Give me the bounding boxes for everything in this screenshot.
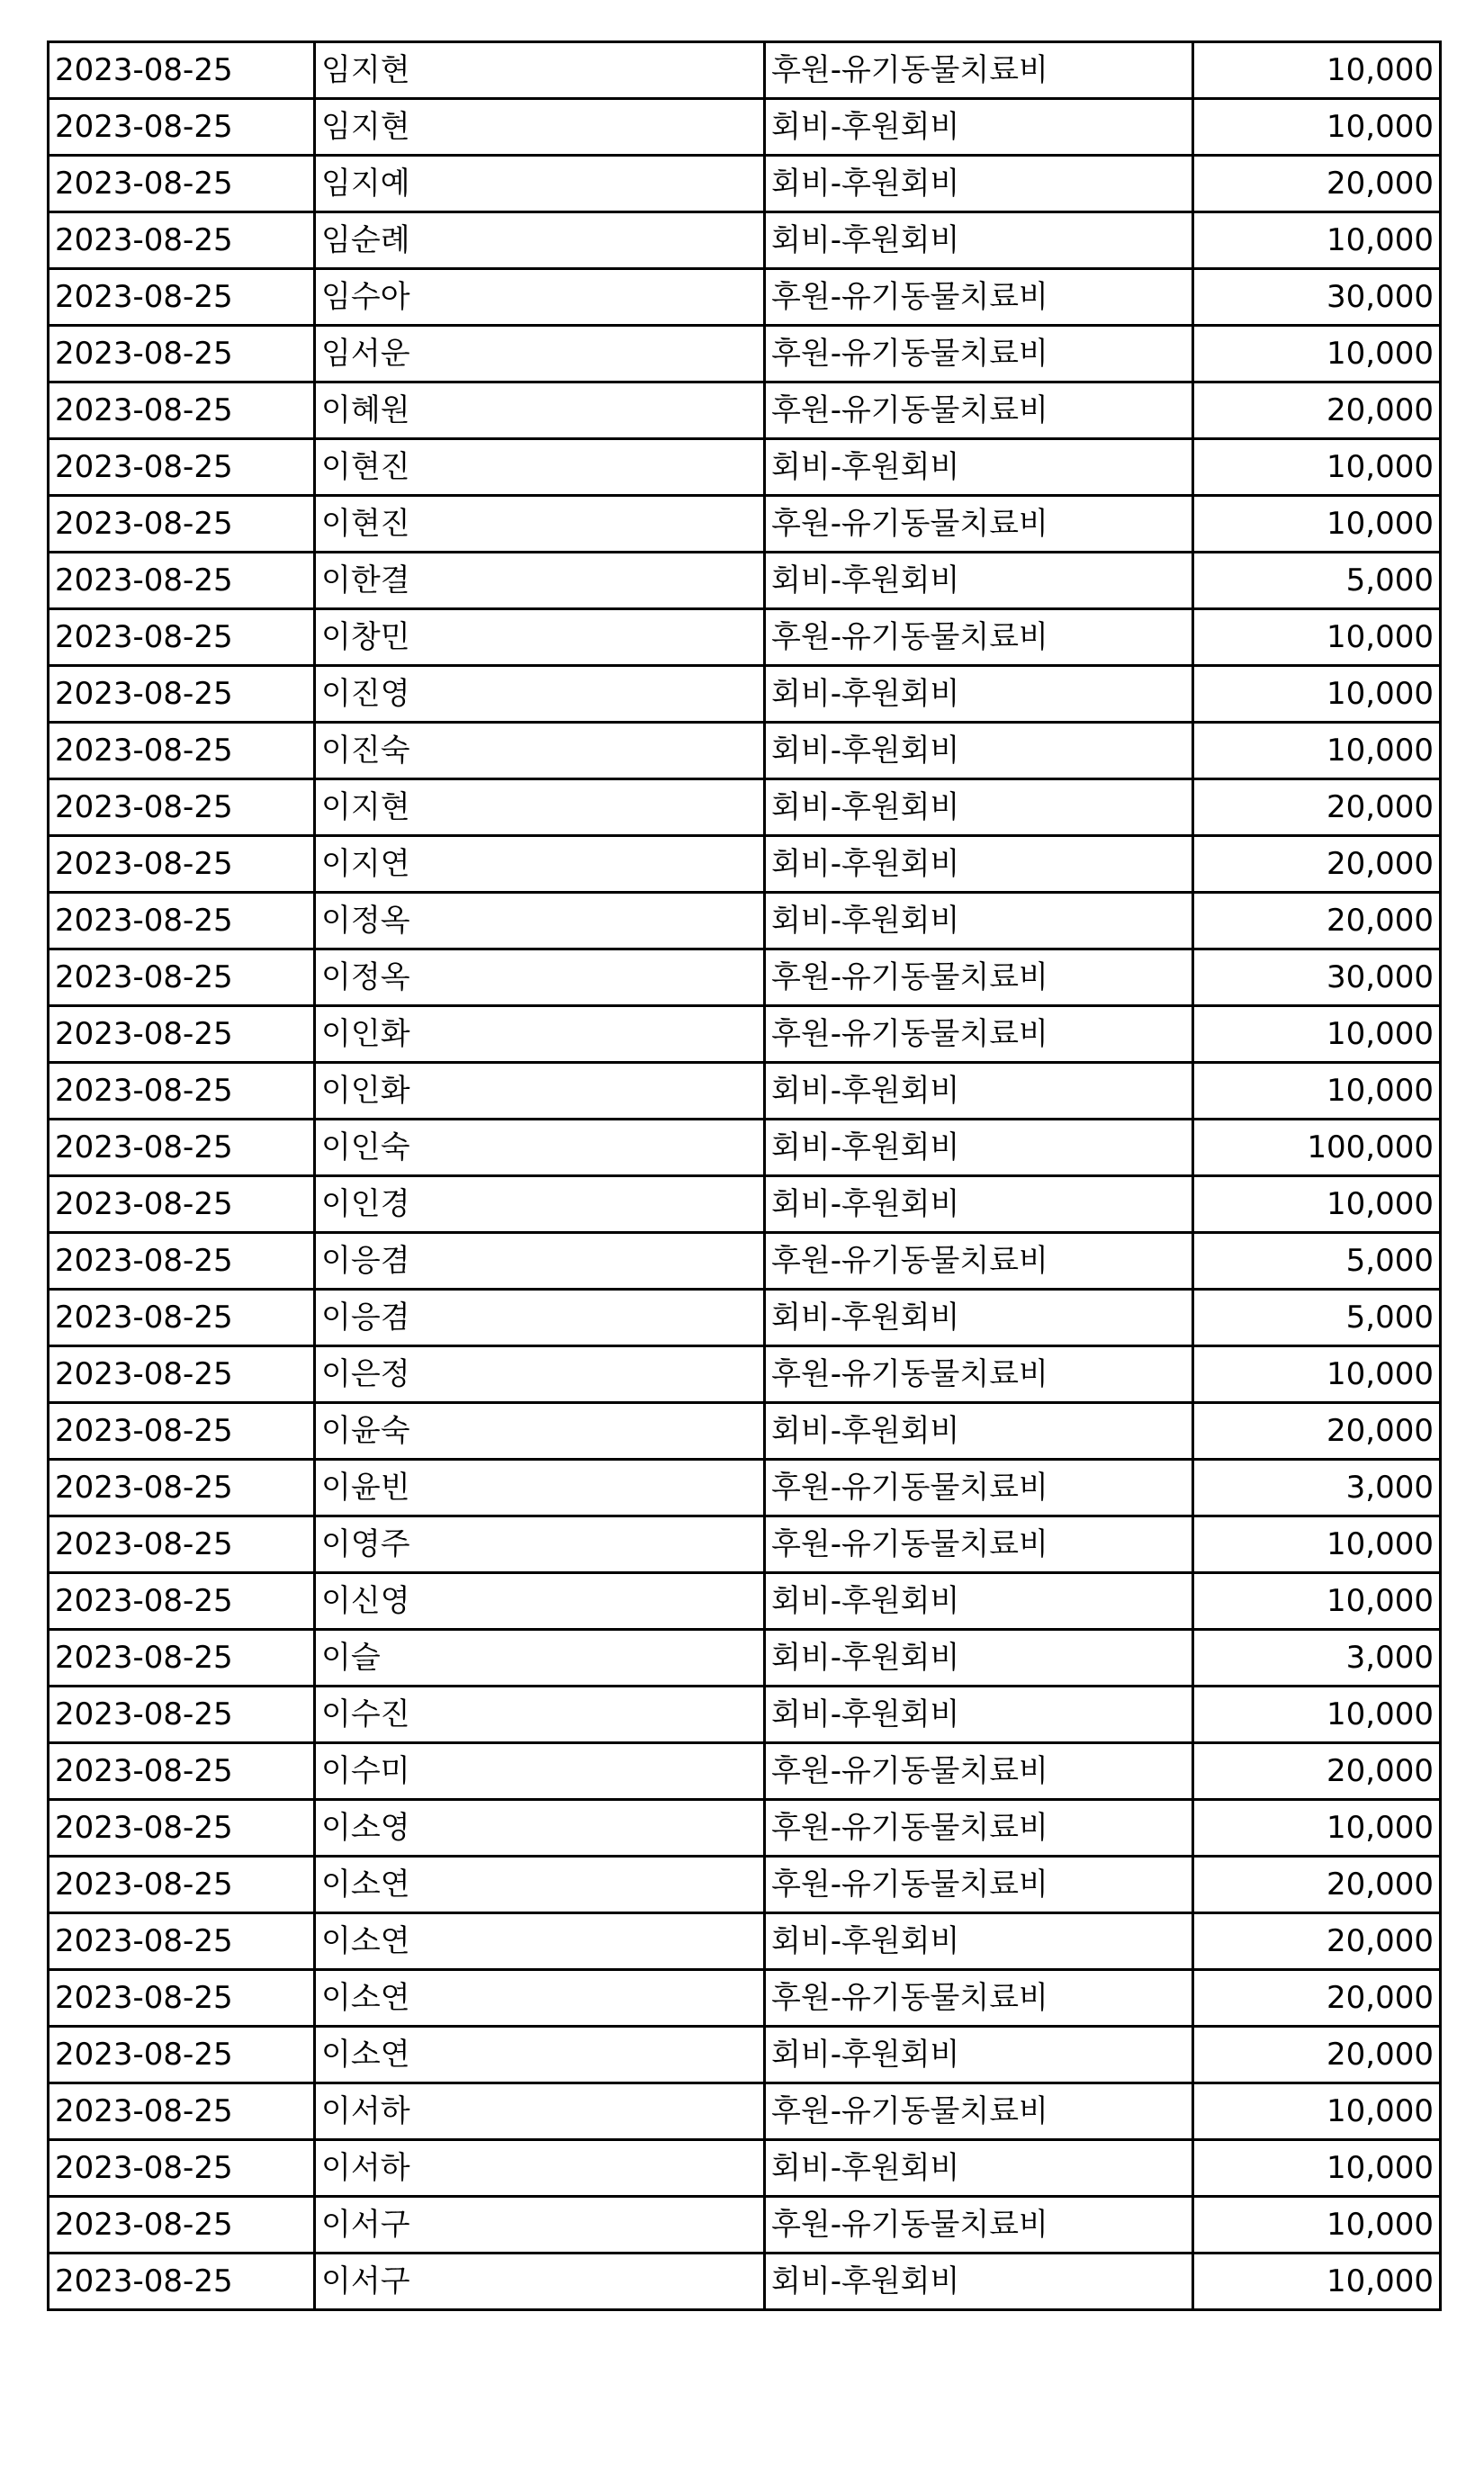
table-row [49,212,1441,269]
name-cell: 이윤빈 [315,1460,765,1516]
type-cell: 회비-후원회비 [765,666,1193,723]
amount-cell: 10,000 [1193,1346,1441,1403]
name-cell: 이지연 [315,836,765,893]
amount-cell: 10,000 [1193,1063,1441,1120]
table-row [49,779,1441,836]
table-row [49,496,1441,553]
table-row [49,2027,1441,2083]
name-cell: 이수진 [315,1687,765,1743]
type-cell: 회비-후원회비 [765,99,1193,156]
name-cell: 이소연 [315,1913,765,1970]
amount-cell: 10,000 [1193,496,1441,553]
name-cell: 이진영 [315,666,765,723]
date-cell: 2023-08-25 [49,1120,315,1176]
name-cell: 이수미 [315,1743,765,1800]
name-cell: 이소연 [315,2027,765,2083]
type-cell: 후원-유기동물치료비 [765,382,1193,439]
name-cell: 이인화 [315,1063,765,1120]
name-cell: 이인경 [315,1176,765,1233]
type-cell: 회비-후원회비 [765,1403,1193,1460]
amount-cell: 10,000 [1193,42,1441,99]
date-cell: 2023-08-25 [49,1573,315,1630]
type-cell: 후원-유기동물치료비 [765,2083,1193,2140]
date-cell: 2023-08-25 [49,893,315,949]
date-cell: 2023-08-25 [49,609,315,666]
table-row [49,1006,1441,1063]
name-cell: 이서하 [315,2140,765,2197]
date-cell: 2023-08-25 [49,326,315,382]
type-cell: 회비-후원회비 [765,779,1193,836]
name-cell: 이진숙 [315,723,765,779]
amount-cell: 10,000 [1193,666,1441,723]
type-cell: 후원-유기동물치료비 [765,609,1193,666]
type-cell: 후원-유기동물치료비 [765,1346,1193,1403]
amount-cell: 10,000 [1193,326,1441,382]
name-cell: 이서구 [315,2254,765,2310]
name-cell: 이소연 [315,1970,765,2027]
name-cell: 이서구 [315,2197,765,2254]
type-cell: 후원-유기동물치료비 [765,42,1193,99]
name-cell: 이서하 [315,2083,765,2140]
amount-cell: 20,000 [1193,382,1441,439]
type-cell: 회비-후원회비 [765,212,1193,269]
date-cell: 2023-08-25 [49,1063,315,1120]
date-cell: 2023-08-25 [49,496,315,553]
type-cell: 회비-후원회비 [765,2027,1193,2083]
table-row [49,1913,1441,1970]
table-row [49,1857,1441,1913]
amount-cell: 20,000 [1193,2027,1441,2083]
name-cell: 이한결 [315,553,765,609]
date-cell: 2023-08-25 [49,2254,315,2310]
table-row [49,1970,1441,2027]
table-row [49,1630,1441,1687]
date-cell: 2023-08-25 [49,1516,315,1573]
name-cell: 이소연 [315,1857,765,1913]
name-cell: 이영주 [315,1516,765,1573]
name-cell: 이창민 [315,609,765,666]
amount-cell: 3,000 [1193,1630,1441,1687]
date-cell: 2023-08-25 [49,1743,315,1800]
amount-cell: 10,000 [1193,1176,1441,1233]
date-cell: 2023-08-25 [49,269,315,326]
table-row [49,2254,1441,2310]
table-row [49,1573,1441,1630]
type-cell: 회비-후원회비 [765,1687,1193,1743]
amount-cell: 10,000 [1193,1516,1441,1573]
amount-cell: 20,000 [1193,1970,1441,2027]
amount-cell: 10,000 [1193,2254,1441,2310]
table-row [49,666,1441,723]
table-row [49,1233,1441,1290]
table-row [49,553,1441,609]
date-cell: 2023-08-25 [49,1006,315,1063]
type-cell: 회비-후원회비 [765,1176,1193,1233]
amount-cell: 10,000 [1193,1800,1441,1857]
amount-cell: 10,000 [1193,1573,1441,1630]
type-cell: 회비-후원회비 [765,1290,1193,1346]
table-row [49,1743,1441,1800]
table-row [49,382,1441,439]
amount-cell: 10,000 [1193,212,1441,269]
date-cell: 2023-08-25 [49,1403,315,1460]
date-cell: 2023-08-25 [49,99,315,156]
type-cell: 후원-유기동물치료비 [765,1743,1193,1800]
amount-cell: 20,000 [1193,893,1441,949]
table-row [49,326,1441,382]
table-row [49,439,1441,496]
amount-cell: 10,000 [1193,2140,1441,2197]
amount-cell: 10,000 [1193,99,1441,156]
date-cell: 2023-08-25 [49,949,315,1006]
table-row [49,269,1441,326]
type-cell: 후원-유기동물치료비 [765,1800,1193,1857]
name-cell: 임지현 [315,42,765,99]
type-cell: 후원-유기동물치료비 [765,949,1193,1006]
type-cell: 회비-후원회비 [765,156,1193,212]
table-row [49,2083,1441,2140]
type-cell: 회비-후원회비 [765,1120,1193,1176]
table-row [49,1346,1441,1403]
amount-cell: 10,000 [1193,723,1441,779]
type-cell: 후원-유기동물치료비 [765,1233,1193,1290]
ledger-body [49,42,1441,2310]
name-cell: 이은정 [315,1346,765,1403]
table-row [49,42,1441,99]
table-row [49,1120,1441,1176]
amount-cell: 10,000 [1193,609,1441,666]
table-row [49,893,1441,949]
amount-cell: 20,000 [1193,779,1441,836]
amount-cell: 5,000 [1193,1290,1441,1346]
date-cell: 2023-08-25 [49,2083,315,2140]
name-cell: 이인화 [315,1006,765,1063]
type-cell: 후원-유기동물치료비 [765,2197,1193,2254]
type-cell: 후원-유기동물치료비 [765,1970,1193,2027]
amount-cell: 20,000 [1193,1857,1441,1913]
type-cell: 회비-후원회비 [765,723,1193,779]
name-cell: 이정옥 [315,949,765,1006]
date-cell: 2023-08-25 [49,382,315,439]
type-cell: 후원-유기동물치료비 [765,1460,1193,1516]
date-cell: 2023-08-25 [49,1460,315,1516]
date-cell: 2023-08-25 [49,1290,315,1346]
type-cell: 후원-유기동물치료비 [765,1006,1193,1063]
amount-cell: 3,000 [1193,1460,1441,1516]
amount-cell: 30,000 [1193,949,1441,1006]
amount-cell: 20,000 [1193,1913,1441,1970]
table-row [49,1800,1441,1857]
table-row [49,609,1441,666]
name-cell: 이인숙 [315,1120,765,1176]
name-cell: 임순례 [315,212,765,269]
date-cell: 2023-08-25 [49,212,315,269]
type-cell: 후원-유기동물치료비 [765,269,1193,326]
table-row [49,949,1441,1006]
amount-cell: 20,000 [1193,1743,1441,1800]
table-row [49,1460,1441,1516]
name-cell: 이응겸 [315,1290,765,1346]
date-cell: 2023-08-25 [49,779,315,836]
amount-cell: 10,000 [1193,2083,1441,2140]
donation-ledger-table [47,40,1442,2311]
amount-cell: 5,000 [1193,553,1441,609]
type-cell: 회비-후원회비 [765,836,1193,893]
table-row [49,2197,1441,2254]
amount-cell: 10,000 [1193,2197,1441,2254]
date-cell: 2023-08-25 [49,1687,315,1743]
name-cell: 이슬 [315,1630,765,1687]
name-cell: 이응겸 [315,1233,765,1290]
name-cell: 이혜원 [315,382,765,439]
name-cell: 임지현 [315,99,765,156]
date-cell: 2023-08-25 [49,2027,315,2083]
type-cell: 회비-후원회비 [765,893,1193,949]
type-cell: 회비-후원회비 [765,439,1193,496]
amount-cell: 10,000 [1193,1006,1441,1063]
name-cell: 이정옥 [315,893,765,949]
name-cell: 임서운 [315,326,765,382]
date-cell: 2023-08-25 [49,1233,315,1290]
date-cell: 2023-08-25 [49,156,315,212]
table-row [49,2140,1441,2197]
table-row [49,1290,1441,1346]
date-cell: 2023-08-25 [49,439,315,496]
type-cell: 회비-후원회비 [765,2254,1193,2310]
type-cell: 회비-후원회비 [765,1063,1193,1120]
date-cell: 2023-08-25 [49,1800,315,1857]
table-row [49,99,1441,156]
date-cell: 2023-08-25 [49,1857,315,1913]
amount-cell: 20,000 [1193,1403,1441,1460]
table-row [49,1176,1441,1233]
type-cell: 후원-유기동물치료비 [765,326,1193,382]
name-cell: 이현진 [315,496,765,553]
type-cell: 후원-유기동물치료비 [765,1516,1193,1573]
name-cell: 이윤숙 [315,1403,765,1460]
table-row [49,1516,1441,1573]
date-cell: 2023-08-25 [49,1346,315,1403]
type-cell: 회비-후원회비 [765,1913,1193,1970]
table-row [49,1687,1441,1743]
table-row [49,723,1441,779]
table-row [49,1063,1441,1120]
type-cell: 후원-유기동물치료비 [765,1857,1193,1913]
date-cell: 2023-08-25 [49,2197,315,2254]
amount-cell: 20,000 [1193,836,1441,893]
date-cell: 2023-08-25 [49,42,315,99]
table-row [49,1403,1441,1460]
date-cell: 2023-08-25 [49,553,315,609]
date-cell: 2023-08-25 [49,2140,315,2197]
date-cell: 2023-08-25 [49,1630,315,1687]
name-cell: 이소영 [315,1800,765,1857]
date-cell: 2023-08-25 [49,1970,315,2027]
type-cell: 회비-후원회비 [765,2140,1193,2197]
name-cell: 이지현 [315,779,765,836]
type-cell: 회비-후원회비 [765,553,1193,609]
type-cell: 회비-후원회비 [765,1630,1193,1687]
amount-cell: 10,000 [1193,439,1441,496]
date-cell: 2023-08-25 [49,723,315,779]
name-cell: 임지예 [315,156,765,212]
amount-cell: 30,000 [1193,269,1441,326]
amount-cell: 10,000 [1193,1687,1441,1743]
name-cell: 이신영 [315,1573,765,1630]
date-cell: 2023-08-25 [49,666,315,723]
type-cell: 후원-유기동물치료비 [765,496,1193,553]
date-cell: 2023-08-25 [49,1176,315,1233]
type-cell: 회비-후원회비 [765,1573,1193,1630]
date-cell: 2023-08-25 [49,1913,315,1970]
table-row [49,156,1441,212]
amount-cell: 100,000 [1193,1120,1441,1176]
name-cell: 임수아 [315,269,765,326]
date-cell: 2023-08-25 [49,836,315,893]
table-row [49,836,1441,893]
amount-cell: 20,000 [1193,156,1441,212]
name-cell: 이현진 [315,439,765,496]
amount-cell: 5,000 [1193,1233,1441,1290]
